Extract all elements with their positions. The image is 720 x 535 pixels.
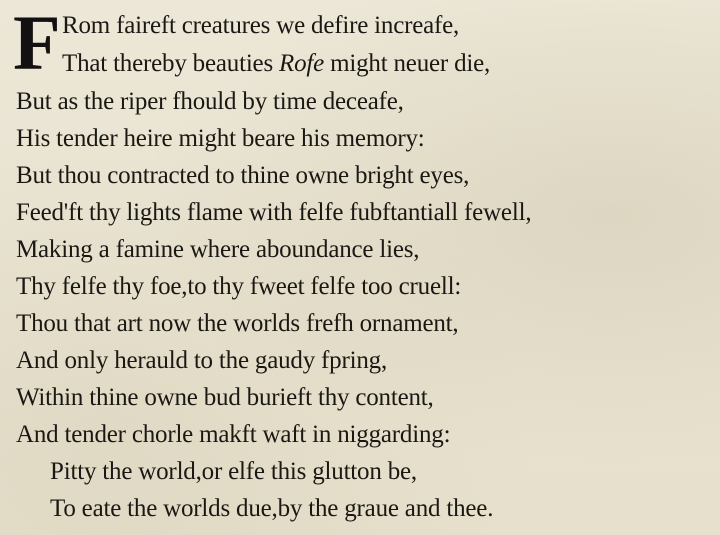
reverse-page-bleed-through — [584, 0, 714, 535]
poem-line: But as the riper fhould by time deceafe, — [16, 88, 404, 115]
poem-line: To eate the worlds due,by the graue and thee. — [50, 495, 494, 522]
poem-line-text: That thereby beauties — [62, 50, 280, 77]
poem-line: Feed'ft thy lights flame with felfe fubftantiall fewell, — [16, 199, 532, 226]
poem-line: His tender heire might beare his memory: — [16, 125, 425, 152]
poem-line: Within thine owne bud burieft thy content, — [16, 384, 434, 411]
italic-word: Rofe — [279, 50, 325, 77]
poem-line: And only herauld to the gaudy fpring, — [16, 347, 387, 374]
poem-line: And tender chorle makft waft in niggarding: — [16, 421, 451, 448]
poem-line: Making a famine where aboundance lies, — [16, 236, 420, 263]
poem-line: Thy felfe thy foe,to thy fweet felfe too cruell: — [16, 273, 462, 300]
poem-line: Thou that art now the worlds frefh ornament, — [16, 310, 459, 337]
poem-line: But thou contracted to thine owne bright eyes, — [16, 162, 470, 189]
drop-cap: F — [13, 0, 61, 86]
poem-line — [62, 50, 490, 78]
poem-line-text: might neuer die, — [324, 50, 491, 77]
poem-line: Rom faireft creatures we defire increafe, — [62, 12, 460, 39]
poem-line: Pitty the world,or elfe this glutton be, — [50, 458, 417, 485]
